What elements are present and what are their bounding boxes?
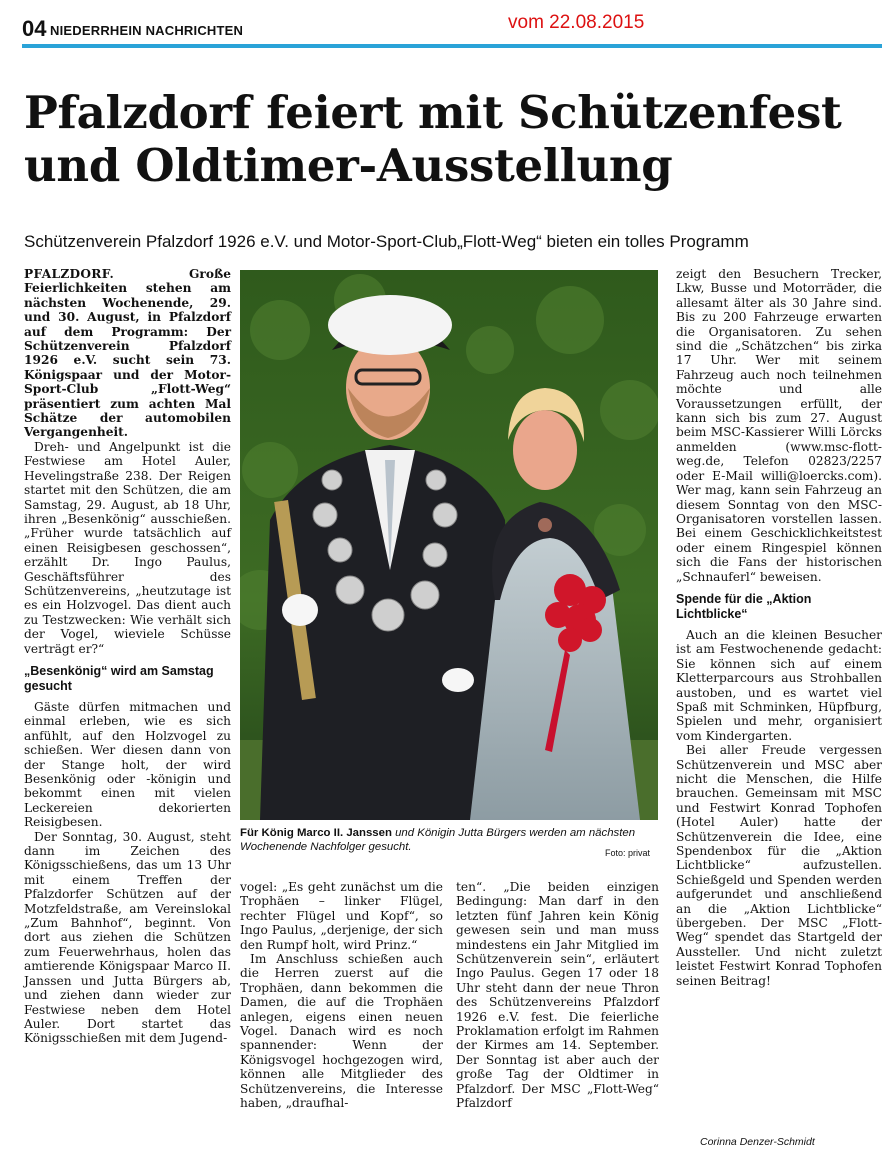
article-photo <box>240 270 658 820</box>
intertitle-besenkoenig: „Besenkönig“ wird am Samstag gesucht <box>24 663 214 693</box>
photo-koenigspaar <box>240 270 658 820</box>
article-column-2 <box>240 880 443 1111</box>
header-rule <box>22 44 882 48</box>
paragraph: ten“. „Die beiden einzigen Bedingung: Man darf in den letzten fünf Jahren kein König gewesen sein und man muss mindestens ein Jahr Mitglied im Schützenverein sein“, erläutert Ingo Paulus. Gegen 17 oder 18 Uhr steht dann der neue Thron des Schützenvereins Pfalzdorf 1926 e.V. fest. Die feierliche Proklamation erfolgt im Rahmen der Kirmes am 14. September. Der Sonntag ist aber auch der große Tag der Oldtimer in Pfalzdorf. Der MSC „Flott-Weg“ Pfalzdorf <box>456 880 659 1111</box>
headline: Pfalzdorf feiert mit Schützenfest und Oldtimer-Ausstellung <box>24 86 842 192</box>
paragraph: vogel: „Es geht zunächst um die Trophäen – linker Flügel, rechter Flügel und Kopf“, so Ingo Paulus, „derjenige, der sich den Rumpf holt, wird Prinz.“ <box>240 880 443 952</box>
lead-text: Große Feierlichkeiten stehen am nächsten Wochenende, 29. und 30. August, in Pfalzdorf auf dem Programm: Der Schützenverein Pfalzdorf 1926 e.V. sucht sein 73. Königspaar und der Motor-Sport-Club „Flott-Weg“ präsentiert zum achten Mal Schätze der automobilen Vergangenheit. <box>24 267 231 440</box>
paragraph: Der Sonntag, 30. August, steht dann im Zeichen des Königsschießens, das um 13 Uhr mit einem Treffen der Pfalzdorfer Schützen auf der Motzfeldstraße, am Vereinslokal „Zum Bahnhof“, beginnt. Von dort aus ziehen die Schützen zum Feuerwehrhaus, holen das amtierende Königspaar Marco II. Janssen und Jutta Bürgers ab, und ziehen dann wieder zur Festwiese neben dem Hotel Auler. Dort startet das Königsschießen mit dem Jugend- <box>24 829 231 1046</box>
article-column-4 <box>676 267 882 988</box>
page-number: 04 <box>22 16 47 41</box>
paragraph: Bei aller Freude vergessen Schützenverein und MSC aber nicht die Menschen, die Hilfe brauchen. Gemeinsam mit MSC und Festwirt Konrad Tophofen (Hotel Auler) hatte der Schützenverein die Idee, eine Spendenbox für die „Aktion Lichtblicke“ aufzustellen. Schießgeld und Spenden werden aufgerundet und anschließend an die „Aktion Lichtblicke“ übergeben. Der MSC „Flott-Weg“ spendet das Startgeld der Aussteller. Und nicht zuletzt leistet Festwirt Konrad Tophofen seinen Beitrag! <box>676 743 882 988</box>
dateline: PFALZDORF. <box>24 267 115 281</box>
paragraph: Im Anschluss schießen auch die Herren zuerst auf die Trophäen, dann bekommen die Damen, die auf die Trophäen anlegen, eigens einen neuen Vogel. Danach wird es noch spannender: Wenn der Königsvogel hochgezogen wird, können alle Mitglieder des Schützenvereins, die Interesse haben, „draufhal- <box>240 952 443 1111</box>
paragraph: Auch an die kleinen Besucher ist am Festwochenende gedacht: Sie können sich auf einem Kletterparcours aus Strohballen austoben, und es wartet viel Spaß mit Schminken, Hüpfburg, Spielen und mehr, organisiert vom Kindergarten. <box>676 627 882 743</box>
intertitle-spende: Spende für die „Aktion Lichtblicke“ <box>676 591 812 621</box>
date-note: vom 22.08.2015 <box>508 12 645 33</box>
newspaper-name: NIEDERRHEIN NACHRICHTEN <box>50 23 244 38</box>
caption-bold: Für König Marco II. Janssen <box>240 827 392 839</box>
paragraph: zeigt den Besuchern Trecker, Lkw, Busse und Motorräder, die allesamt älter als 30 Jahre sind. Bis zu 200 Fahrzeuge erwarten die Organisatoren. Zu sehen sind die „Schätzchen“ bis zirka 17 Uhr. Wer mit seinem Fahrzeug auch noch teilnehmen möchte und alle Voraussetzungen erfüllt, der kann sich bis zum 27. August beim MSC-Kassierer Willi Lörcks anmelden (www.msc-flott-weg.de, Telefon 02823/2257 oder E-Mail willi@loercks.com). Wer mag, kann sein Fahrzeug an diesem Sonntag von den MSC-Organisatoren vorstellen lassen. Bei einem Geschicklichkeitstest oder einem Ringespiel können sich die Fans der historischen „Schnauferl“ beweisen. <box>676 267 882 584</box>
article-column-1 <box>24 267 231 1046</box>
photo-caption <box>240 826 660 854</box>
subheadline: Schützenverein Pfalzdorf 1926 e.V. und Motor-Sport-Club„Flott-Weg“ bieten ein tolles Programm <box>24 232 749 251</box>
author-byline: Corinna Denzer-Schmidt <box>700 1136 815 1148</box>
article-column-3 <box>456 880 659 1111</box>
paragraph: Dreh- und Angelpunkt ist die Festwiese am Hotel Auler, Hevelingstraße 238. Der Reigen startet mit den Schützen, die am Samstag, 29. August, ab 18 Uhr, ihren „Besenkönig“ ausschießen. „Früher wurde tatsächlich auf einen Reisigbesen geschossen“, erzählt Dr. Ingo Paulus, Geschäftsführer des Schützenvereins, „heutzutage ist es ein Holzvogel. Das dient auch zu Testzwecken: Wie verhält sich der Vogel, wieviele Schüsse verträgt er?“ <box>24 439 231 656</box>
caption-rest: und Königin Jutta Bürgers werden am nächsten Wochenende Nachfolger gesucht. <box>240 827 636 853</box>
paragraph: Gäste dürfen mitmachen und einmal erleben, wie es sich anfühlt, auf den Holzvogel zu schießen. Wer diesen dann von der Stange holt, der wird Besenkönig oder -königin und bekommt einen mit vielen Leckereien dekorierten Reisigbesen. <box>24 699 231 830</box>
lead-paragraph <box>24 267 231 440</box>
photo-credit: Foto: privat <box>605 848 651 858</box>
